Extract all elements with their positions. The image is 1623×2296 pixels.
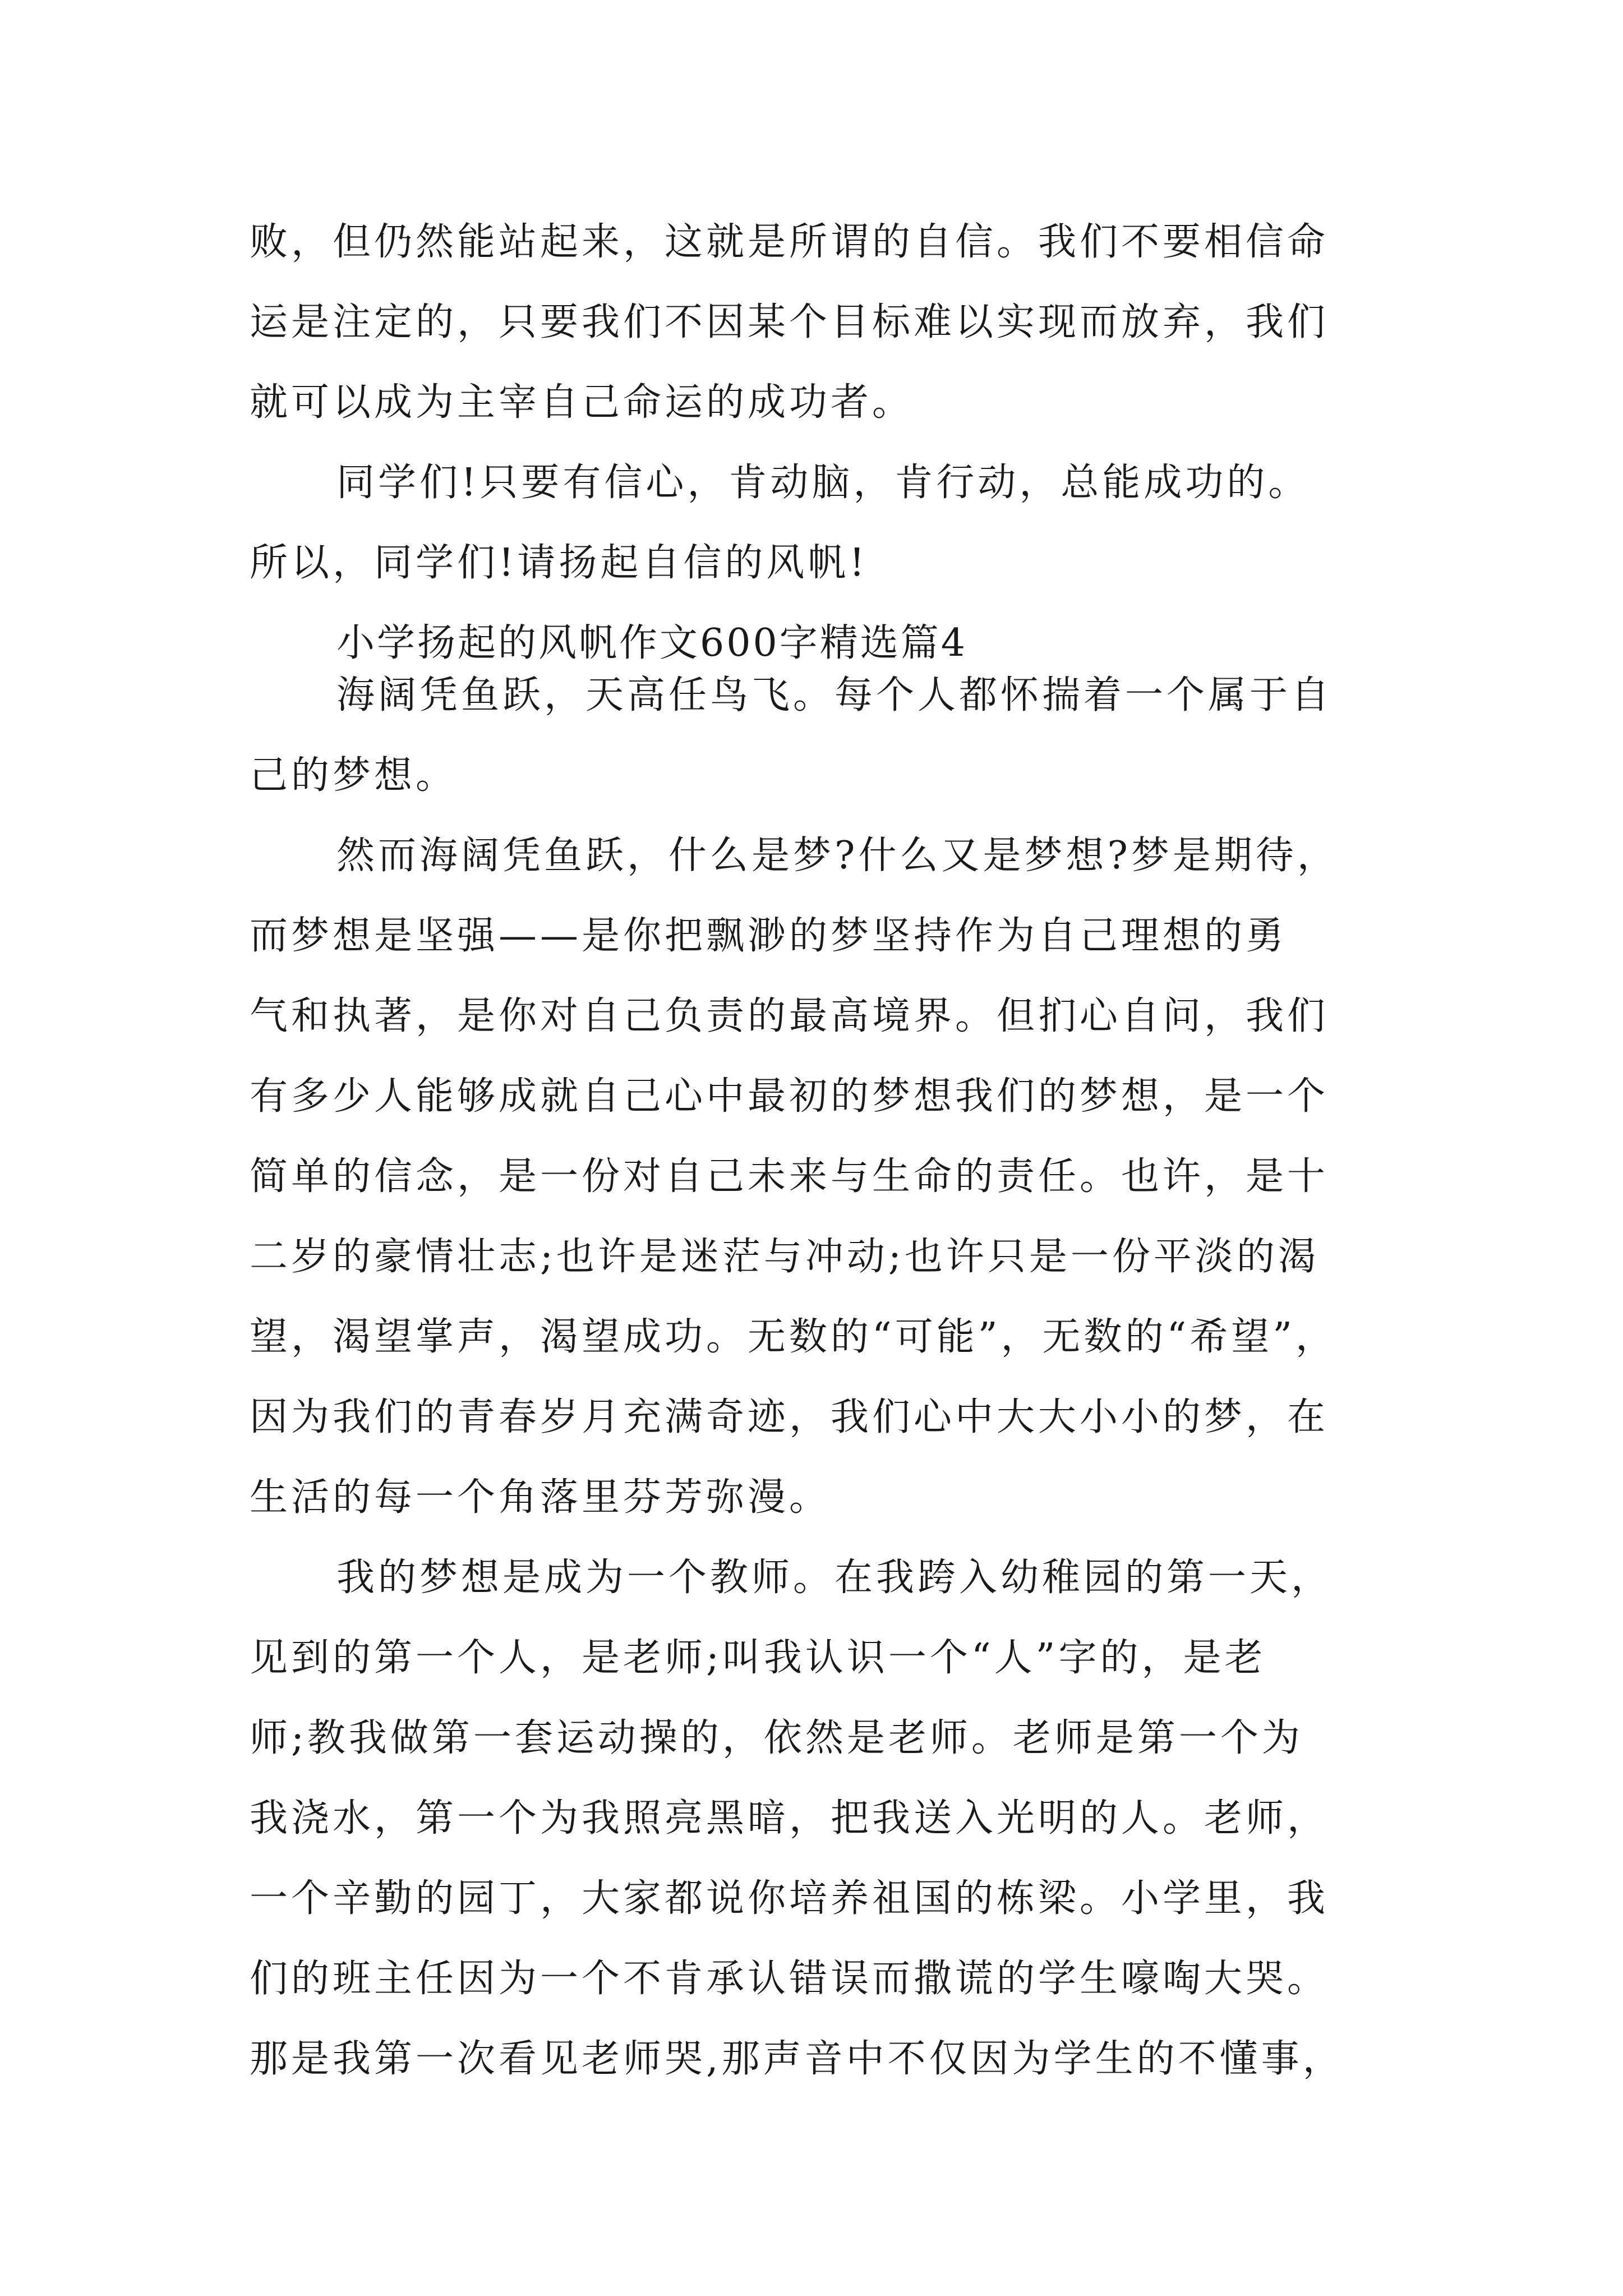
text-line: 师;教我做第一套运动操的，依然是老师。老师是第一个为 — [250, 1716, 1303, 1760]
text-line: 一个辛勤的园丁，大家都说你培养祖国的栋梁。小学里，我 — [250, 1876, 1329, 1921]
text-line: 己的梦想。 — [250, 753, 458, 798]
text-line: 而梦想是坚强——是你把飘渺的梦坚持作为自己理想的勇 — [250, 914, 1288, 958]
text-line: 运是注定的，只要我们不因某个目标难以实现而放弃，我们 — [250, 300, 1329, 344]
text-line: 那是我第一次看见老师哭,那声音中不仅因为学生的不懂事， — [250, 2037, 1344, 2081]
text-line: 我浇水，第一个为我照亮黑暗，把我送入光明的人。老师， — [250, 1796, 1329, 1841]
text-line: 气和执著，是你对自己负责的最高境界。但扪心自问，我们 — [250, 994, 1329, 1038]
text-line: 败，但仍然能站起来，这就是所谓的自信。我们不要相信命 — [250, 220, 1329, 264]
text-line: 有多少人能够成就自己心中最初的梦想我们的梦想，是一个 — [250, 1074, 1329, 1119]
text-line: 生活的每一个角落里芬芳弥漫。 — [250, 1475, 831, 1520]
text-line: 因为我们的青春岁月充满奇迹，我们心中大大小小的梦，在 — [250, 1395, 1329, 1439]
paragraph-first-line: 同学们!只要有信心，肯动脑，肯行动，总能成功的。 — [336, 461, 1310, 505]
section-heading: 小学扬起的风帆作文600字精选篇4 — [336, 621, 968, 665]
text-line: 就可以成为主宰自己命运的成功者。 — [250, 380, 914, 425]
text-line: 所以，同学们!请扬起自信的风帆! — [250, 541, 868, 585]
text-line: 们的班主任因为一个不肯承认错误而撒谎的学生嚎啕大哭。 — [250, 1957, 1329, 2001]
paragraph-first-line: 我的梦想是成为一个教师。在我跨入幼稚园的第一天， — [336, 1556, 1333, 1600]
text-line: 简单的信念，是一份对自己未来与生命的责任。也许，是十 — [250, 1154, 1329, 1199]
text-line: 二岁的豪情壮志;也许是迷茫与冲动;也许只是一份平淡的渴 — [250, 1235, 1320, 1279]
text-line: 见到的第一个人，是老师;叫我认识一个“人”字的，是老 — [250, 1636, 1266, 1680]
text-line: 望，渴望掌声，渴望成功。无数的“可能”，无数的“希望”， — [250, 1315, 1338, 1359]
paragraph-first-line: 海阔凭鱼跃，天高任鸟飞。每个人都怀揣着一个属于自 — [336, 673, 1333, 717]
paragraph-first-line: 然而海阔凭鱼跃，什么是梦?什么又是梦想?梦是期待， — [336, 834, 1339, 878]
